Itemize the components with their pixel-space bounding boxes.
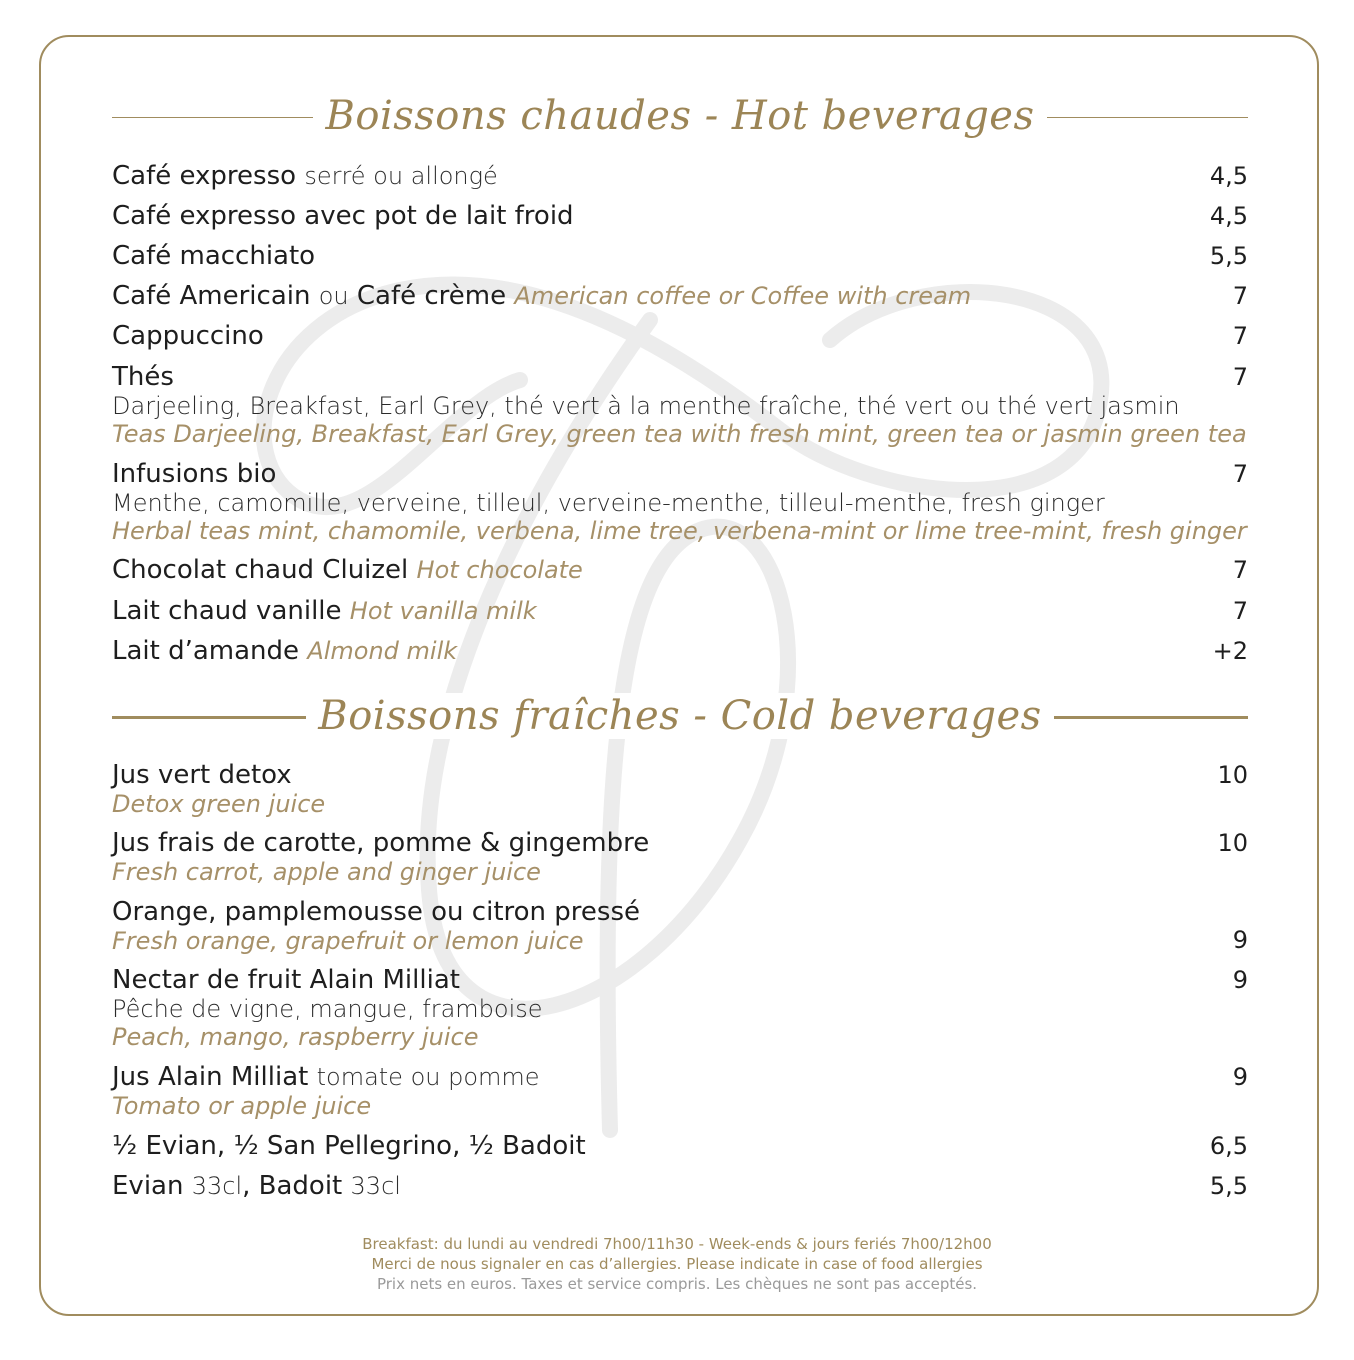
item-name: ½ Evian, ½ San Pellegrino, ½ Badoit [112, 1131, 586, 1161]
item-description-fr: serré ou allongé [304, 162, 498, 190]
item-size: 33cl [350, 1172, 401, 1200]
item-name: Jus frais de carotte, pomme & gingembre [112, 828, 650, 858]
hot-beverages-heading [112, 88, 1248, 148]
menu-item-infusions [112, 459, 1248, 545]
menu-item-cafe-expresso-lait [112, 201, 1248, 231]
item-price: 7 [1232, 282, 1248, 310]
section-title: Boissons fraîches - Cold beverages [306, 693, 1053, 739]
menu-item-lait-vanille [112, 596, 1248, 626]
item-description-en: Peach, mango, raspberry juice [112, 1023, 479, 1051]
item-description-en: Fresh orange, grapefruit or lemon juice [112, 927, 584, 955]
menu-footer [0, 1234, 1354, 1294]
footer-allergies: Merci de nous signaler en cas d’allergies. Please indicate in case of food allergies [371, 1255, 983, 1273]
menu-item-cafe-macchiato [112, 241, 1248, 271]
item-description-en: American coffee or Coffee with cream [514, 282, 972, 310]
item-name: Chocolat chaud Cluizel [112, 555, 409, 585]
item-name: Nectar de fruit Alain Milliat [112, 965, 460, 995]
item-name-en: Teas [112, 420, 166, 448]
item-name: Lait chaud vanille [112, 596, 342, 626]
item-description-en: Darjeeling, Breakfast, Earl Grey, green tea with fresh mint, green tea or jasmin green tea [173, 420, 1247, 448]
item-description-fr: Menthe, camomille, verveine, tilleul, verveine-menthe, tilleul-menthe, fresh ginger [112, 489, 1105, 517]
item-description-en: Tomato or apple juice [112, 1092, 372, 1120]
menu-item-chocolat [112, 555, 1248, 585]
item-price: 5,5 [1209, 242, 1248, 270]
section-title: Boissons chaudes - Hot beverages [313, 93, 1046, 139]
item-name: Evian [112, 1171, 184, 1201]
menu-item-eaux-demi [112, 1131, 1248, 1161]
menu-item-thes [112, 362, 1248, 448]
item-size: 33cl [191, 1172, 243, 1200]
menu-item-jus-vert [112, 760, 1248, 818]
menu-item-cafe-americain [112, 281, 1248, 311]
item-price: 4,5 [1209, 202, 1248, 230]
item-price: 7 [1232, 322, 1248, 350]
item-price: 7 [1232, 556, 1248, 584]
item-name: Cappuccino [112, 321, 264, 351]
item-description-en: Hot vanilla milk [349, 597, 537, 625]
item-joiner: ou [318, 282, 349, 310]
item-name-alt: Café crème [356, 281, 507, 311]
item-name: Orange, pamplemousse ou citron pressé [112, 897, 640, 927]
item-price: 10 [1217, 829, 1248, 857]
item-description-fr: tomate ou pomme [316, 1063, 540, 1091]
item-description-en: mint, chamomile, verbena, lime tree, verbena-mint or lime tree-mint, fresh ginger [257, 517, 1247, 545]
item-name: Thés [112, 362, 174, 392]
item-price: 7 [1232, 597, 1248, 625]
item-price: 7 [1232, 363, 1248, 391]
cold-beverages-heading [112, 688, 1248, 748]
item-description-en: Hot chocolate [416, 556, 583, 584]
item-name-alt: Badoit [258, 1171, 343, 1201]
item-price: 9 [1232, 966, 1248, 994]
item-name: Jus Alain Milliat [112, 1062, 309, 1092]
item-description-en: Detox green juice [112, 790, 326, 818]
item-description-en: Fresh carrot, apple and ginger juice [112, 858, 541, 886]
item-description-fr: Pêche de vigne, mangue, framboise [112, 995, 543, 1023]
item-price: 9 [1232, 926, 1248, 954]
menu-item-jus-alain-milliat [112, 1062, 1248, 1120]
item-name: Café expresso avec pot de lait froid [112, 201, 574, 231]
menu-item-orange-presse [112, 897, 1248, 955]
menu-item-evian-badoit: Evian 33cl, Badoit 33cl 5,5 [112, 1171, 1248, 1201]
item-price: 5,5 [1209, 1172, 1248, 1200]
item-price: 10 [1217, 761, 1248, 789]
item-price: 6,5 [1209, 1132, 1248, 1160]
menu-item-jus-carotte [112, 828, 1248, 886]
item-description-fr: Darjeeling, Breakfast, Earl Grey, thé vert à la menthe fraîche, thé vert ou thé vert jasmin [112, 392, 1180, 420]
item-name: Infusions bio [112, 459, 277, 489]
footer-legal: Prix nets en euros. Taxes et service compris. Les chèques ne sont pas acceptés. [376, 1275, 978, 1293]
menu-item-nectar [112, 965, 1248, 1051]
item-name: Café expresso [112, 161, 297, 191]
item-description-en: Almond milk [307, 637, 458, 665]
item-name: Café macchiato [112, 241, 316, 271]
item-name-en: Herbal teas [112, 517, 251, 545]
item-name: Jus vert detox [112, 760, 292, 790]
menu-item-cafe-expresso [112, 161, 1248, 191]
item-price: +2 [1212, 637, 1248, 665]
footer-hours: Breakfast: du lundi au vendredi 7h00/11h30 - Week-ends & jours feriés 7h00/12h00 [362, 1235, 992, 1253]
menu-item-cappuccino [112, 321, 1248, 351]
item-price: 7 [1232, 460, 1248, 488]
item-name: Café Americain [112, 281, 311, 311]
item-price: 9 [1232, 1063, 1248, 1091]
item-name: Lait d’amande [112, 636, 300, 666]
menu-item-lait-amande [112, 636, 1248, 666]
item-price: 4,5 [1209, 162, 1248, 190]
